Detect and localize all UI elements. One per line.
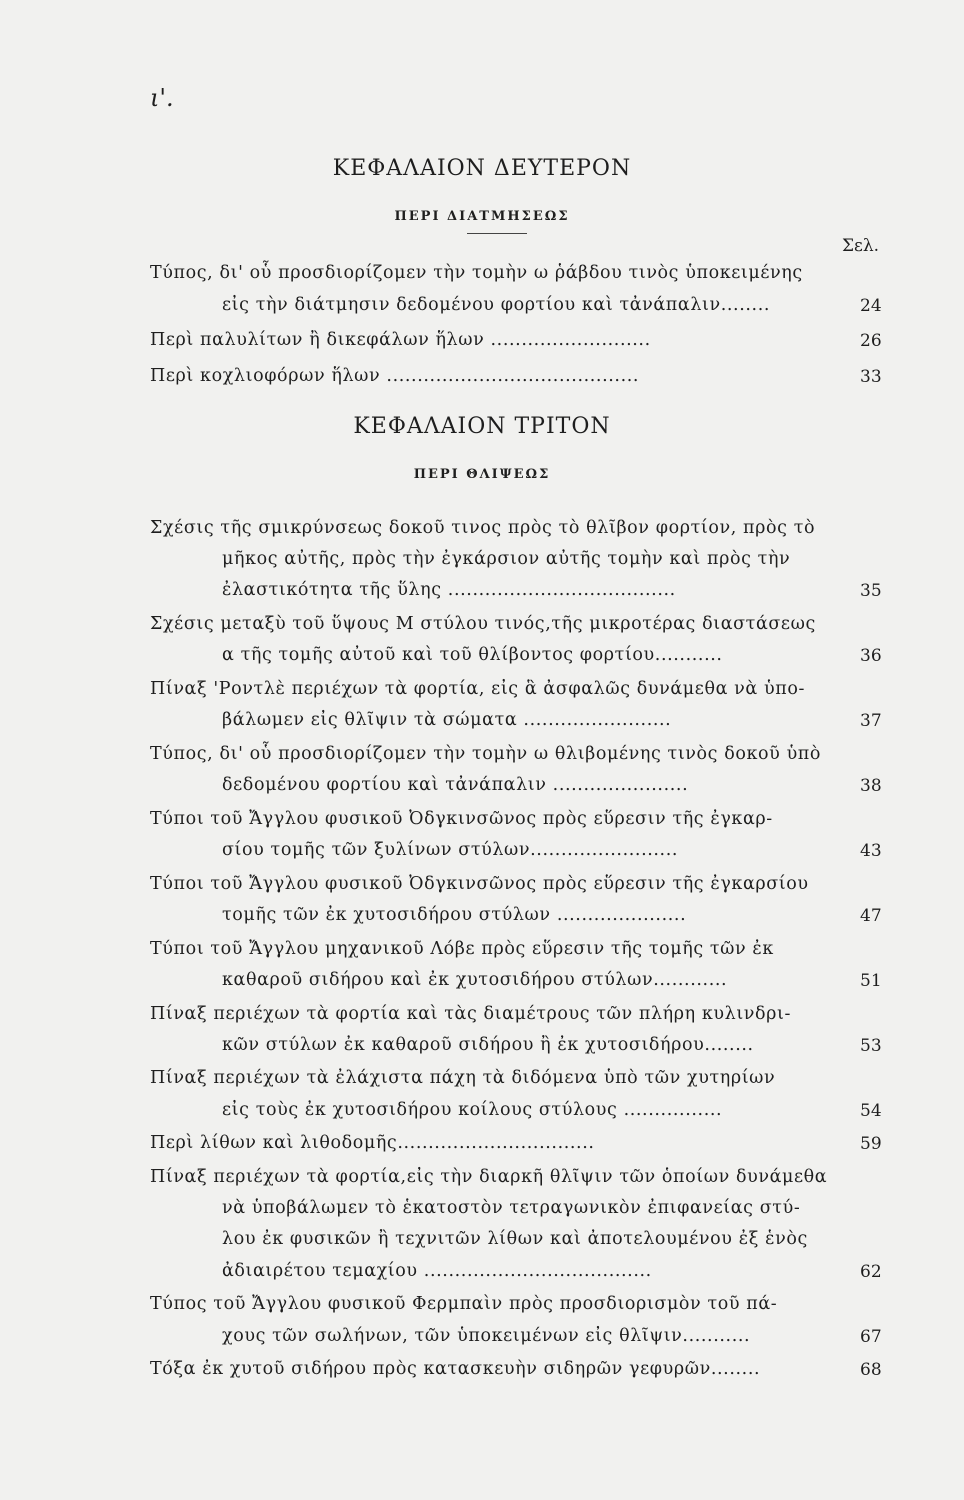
toc-entry-text: χους τῶν σωλήνων, τῶν ὑποκειμένων εἰς θλῖψιν........... <box>222 1325 751 1346</box>
toc-page-number: 37 <box>860 711 882 732</box>
toc-entry-text: Περὶ παλυλίτων ἢ δικεφάλων ἥλων .......................... <box>150 330 651 350</box>
toc-entry-line <box>222 1193 880 1223</box>
toc-entry-text: μῆκος αὐτῆς, πρὸς τὴν ἐγκάρσιον αὐτῆς τομὴν καὶ πρὸς τὴν <box>222 549 791 570</box>
toc-entry-text: εἰς τοὺς ἐκ χυτοσιδήρου κοίλους στύλους ................ <box>222 1099 723 1120</box>
toc-page-number: 43 <box>860 841 882 861</box>
toc-entry-line <box>150 1128 880 1158</box>
toc-entry-line <box>222 290 880 320</box>
toc-page-number: 51 <box>860 970 882 991</box>
toc-page-number: 38 <box>860 776 882 797</box>
toc-page-number: 68 <box>860 1360 882 1381</box>
toc-entry-line <box>222 1321 880 1351</box>
toc-entry-text: καθαροῦ σιδήρου καὶ ἐκ χυτοσιδήρου στύλων............ <box>222 969 728 990</box>
toc-entry-text: Σχέσις μεταξὺ τοῦ ὕψους Μ στύλου τινός,τῆς μικροτέρας διαστάσεως <box>150 614 816 635</box>
toc-page-number: 54 <box>860 1100 882 1121</box>
toc-page-number: 62 <box>860 1261 882 1282</box>
toc-entry-text: Τύποι τοῦ Ἄγγλου μηχανικοῦ Λόβε πρὸς εὕρεσιν τῆς τομῆς τῶν ἐκ <box>150 938 774 959</box>
chapter-subtitle: ΠΕΡΙ ΔΙΑΤΜΗΣΕΩΣ <box>394 209 570 224</box>
page-number: ι'. <box>150 84 174 112</box>
toc-entry-line <box>150 361 880 391</box>
toc-page-number: 33 <box>860 366 882 387</box>
toc-entry-line <box>150 999 880 1029</box>
toc-entry-line <box>150 1162 880 1192</box>
toc-entry-text: σίου τομῆς τῶν ξυλίνων στύλων........................ <box>222 840 679 860</box>
toc-entry-line <box>150 325 880 355</box>
toc-entry-text: ἀδιαιρέτου τεμαχίου ..................................... <box>222 1260 652 1281</box>
toc-entry-line <box>150 934 880 964</box>
toc-entry-line <box>222 705 880 735</box>
toc-entry-line <box>150 1289 880 1319</box>
toc-entry-text: βάλωμεν εἰς θλῖψιν τὰ σώματα ........................ <box>222 710 672 731</box>
toc-entry-line <box>222 965 880 995</box>
toc-entry-line <box>150 513 880 543</box>
toc-entry-text: εἰς τὴν διάτμησιν δεδομένου φορτίου καὶ τἀνάπαλιν........ <box>222 294 771 315</box>
toc-entry-line <box>150 869 880 899</box>
toc-entry-text: τομῆς τῶν ἐκ χυτοσιδήρου στύλων ..................... <box>222 904 687 925</box>
toc-entry-text: Πίναξ περιέχων τὰ φορτία,εἰς τὴν διαρκῆ θλῖψιν τῶν ὁποίων δυνάμεθα <box>150 1167 828 1187</box>
toc-entry-text: Τύποι τοῦ Ἄγγλου φυσικοῦ Ὀδγκινσῶνος πρὸς εὕρεσιν τῆς ἐγκαρσίου <box>150 873 809 894</box>
toc-entry-text: δεδομένου φορτίου καὶ τἀνάπαλιν ...................... <box>222 775 689 796</box>
toc-entry-text: Πίναξ 'Ροντλὲ περιέχων τὰ φορτία, εἰς ἃ ἀσφαλῶς δυνάμεθα νὰ ὑπο- <box>150 679 805 699</box>
toc-entry-text: Περὶ λίθων καὶ λιθοδομῆς................................ <box>150 1133 595 1154</box>
toc-entry-line <box>150 1063 880 1093</box>
toc-entry-line <box>150 739 880 769</box>
chapter-title: ΚΕΦΑΛΑΙΟΝ ΔΕΥΤΕΡΟΝ <box>332 156 632 181</box>
toc-page-number: 67 <box>860 1326 882 1347</box>
toc-entry-text: κῶν στύλων ἐκ καθαροῦ σιδήρου ἢ ἐκ χυτοσιδήρου........ <box>222 1034 754 1055</box>
toc-entry-text: Πίναξ περιέχων τὰ φορτία καὶ τὰς διαμέτρους τῶν πλήρη κυλινδρι- <box>150 1003 792 1024</box>
toc-entry-line <box>150 258 880 288</box>
toc-entry-text: Τύπος, δι' οὗ προσδιορίζομεν τὴν τομὴν ω ῥάβδου τινὸς ὑποκειμένης <box>150 263 803 283</box>
toc-entry-line <box>222 1095 880 1125</box>
toc-entry-line <box>150 804 880 834</box>
toc-entry-line <box>150 674 880 704</box>
toc-entry-text: λου ἐκ φυσικῶν ἢ τεχνιτῶν λίθων καὶ ἀποτελουμένου ἐξ ἑνὸς <box>222 1229 808 1250</box>
toc-entry-text: νὰ ὑποβάλωμεν τὸ ἑκατοστὸν τετραγωνικὸν ἐπιφανείας στύ- <box>222 1198 801 1219</box>
page-column-header: Σελ. <box>842 236 880 256</box>
toc-entry-line <box>222 835 880 865</box>
toc-entry-line <box>222 900 880 930</box>
toc-page-number: 47 <box>860 905 882 926</box>
toc-entry-text: Τόξα ἐκ χυτοῦ σιδήρου πρὸς κατασκευὴν σιδηρῶν γεφυρῶν........ <box>150 1359 761 1380</box>
toc-entry-text: Τύπος, δι' οὗ προσδιορίζομεν τὴν τομὴν ω θλιβομένης τινὸς δοκοῦ ὑπὸ <box>150 743 822 764</box>
toc-entry-text: Πίναξ περιέχων τὰ ἐλάχιστα πάχη τὰ διδόμενα ὑπὸ τῶν χυτηρίων <box>150 1068 776 1089</box>
toc-entry-text: ἐλαστικότητα τῆς ὕλης ..................................... <box>222 580 676 601</box>
toc-page-number: 24 <box>860 295 882 316</box>
toc-entry-line <box>222 640 880 670</box>
toc-page-number: 53 <box>860 1035 882 1056</box>
toc-entry-text: Σχέσις τῆς σμικρύνσεως δοκοῦ τινος πρὸς τὸ θλῖβον φορτίον, πρὸς τὸ <box>150 518 816 538</box>
toc-entry-line <box>150 609 880 639</box>
toc-entry-line <box>222 770 880 800</box>
toc-entry-text: Τύπος τοῦ Ἄγγλου φυσικοῦ Φερμπαὶν πρὸς προσδιορισμὸν τοῦ πά- <box>150 1294 778 1315</box>
toc-page-number: 59 <box>860 1134 882 1155</box>
chapter-title: ΚΕΦΑΛΑΙΟΝ ΤΡΙΤΟΝ <box>353 414 611 439</box>
toc-entry-line <box>222 544 880 574</box>
toc-page-number: 35 <box>860 581 882 602</box>
toc-entry-text: Περὶ κοχλιοφόρων ἥλων ......................................... <box>150 365 640 386</box>
toc-entry-line <box>222 1224 880 1254</box>
toc-entry-line <box>222 1256 880 1286</box>
toc-entry-text: Τύποι τοῦ Ἄγγλου φυσικοῦ Ὀδγκινσῶνος πρὸς εὕρεσιν τῆς ἐγκαρ- <box>150 808 773 829</box>
toc-entry-text: α τῆς τομῆς αὐτοῦ καὶ τοῦ θλίβοντος φορτίου........... <box>222 645 723 666</box>
chapter-subtitle: ΠΕΡΙ ΘΛΙΨΕΩΣ <box>413 467 551 482</box>
toc-entry-line <box>150 1354 880 1384</box>
toc-page-number: 36 <box>860 646 882 667</box>
divider <box>467 233 527 234</box>
toc-entry-line <box>222 575 880 605</box>
toc-entry-line <box>222 1030 880 1060</box>
toc-page-number: 26 <box>860 331 882 351</box>
